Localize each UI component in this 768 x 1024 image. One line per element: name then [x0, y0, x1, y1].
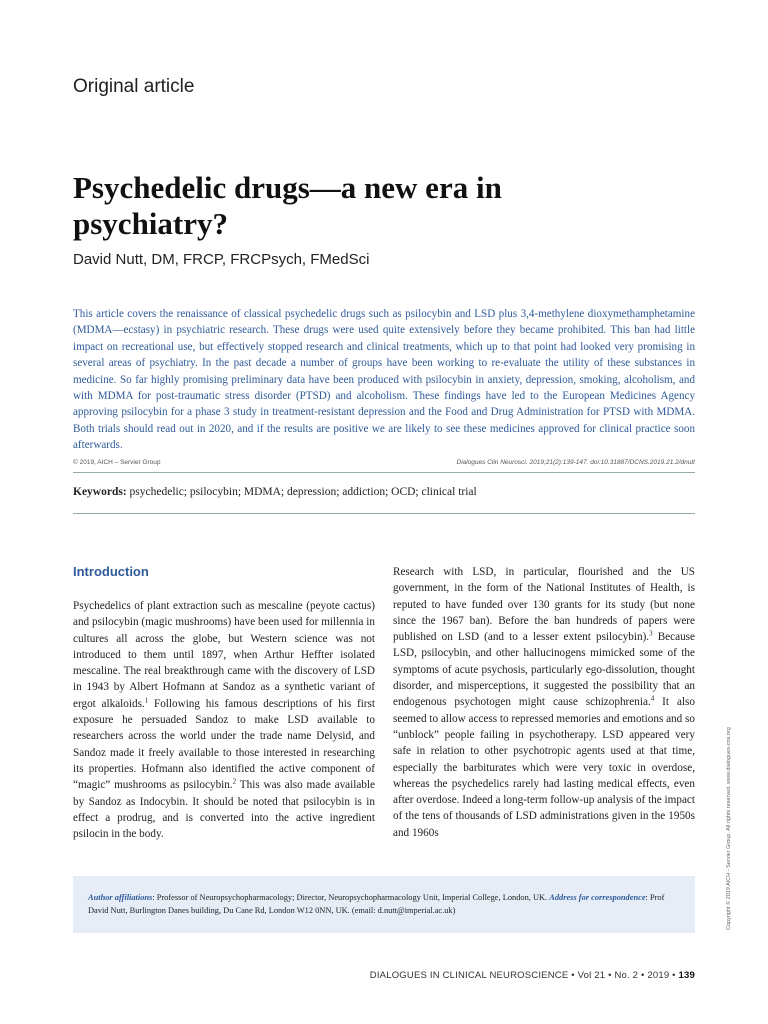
footer-volume: Vol 21 — [577, 970, 606, 981]
page-number: 139 — [678, 970, 695, 981]
divider-top — [73, 472, 695, 473]
intro-left-text-2: Following his famous descriptions of his first exposure he persuaded Sandoz to make LSD available to researchers across the world under the trade name Delysid, and Sandoz made it freely available to those interested in researching its properties. Hofmann also identified the active component of “magic” mushrooms as psilocybin. — [73, 697, 375, 792]
footer-separator: • — [638, 970, 648, 981]
intro-right-text-1: Research with LSD, in particular, flourished and the US government, in the form of the National Institutes of Health, is reputed to have funded over 130 grants for its study (but none since the 1967 ban). Before the ban hundreds of papers were published on LSD (and to a lesser extent psilocybin). — [393, 566, 695, 644]
intro-left-text-3: This was also made available by Sandoz as Indocybin. It should be noted that psilocybin is in effect a prodrug, and is converted into the active ingredient psilocin in the body. — [73, 779, 375, 841]
footer-separator: • — [605, 970, 615, 981]
divider-bottom — [73, 513, 695, 514]
address-text: : Prof David Nutt, Burlington Danes building, Du Cane Rd, London W12 0NN, UK. (email: d.nutt@imperial.ac.uk) — [88, 893, 665, 915]
address-label: Address for correspondence — [549, 893, 646, 902]
reference-2[interactable]: 2 — [232, 777, 237, 786]
author-affiliation-box — [73, 876, 695, 933]
side-copyright-text: Copyright © 2019 AICH - Servier Group. All rights reserved. www.dialogues-cns.org — [726, 727, 732, 930]
affiliation-text: : Professor of Neuropsychopharmacology; Director, Neuropsychopharmacology Unit, Imperial College, London, UK. — [152, 893, 550, 902]
intro-left-text-1: Psychedelics of plant extraction such as mescaline (peyote cactus) and psilocybin (magic mushrooms) have been used for millennia in cultures all across the globe, but Western science was not introduced to them until 1897, when Arthur Heffter isolated mescaline. The real breakthrough came with the discovery of LSD in 1943 by Albert Hofmann at Sandoz as a synthetic variant of ergot alkaloids. — [73, 600, 375, 710]
page-footer — [370, 970, 695, 981]
intro-column-left — [73, 598, 375, 842]
abstract: This article covers the renaissance of classical psychedelic drugs such as psilocybin and LSD plus 3,4-methylene dioxymethamphetamine (MDMA—ecstasy) in psychiatric research. These drugs were used quite extensively before they became prohibited. This ban had little impact on recreational use, but effectively stopped research and clinical treatments, which up to that point had looked very promising in several areas of psychiatry. In the past decade a number of groups have been working to re-evaluate the utility of these substances in medicine. So far highly promising preliminary data have been produced with psilocybin in anxiety, depression, smoking, alcoholism, and with MDMA for post-traumatic stress disorder (PTSD) and alcoholism. These findings have led to the European Medicines Agency approving psilocybin for a phase 3 study in treatment-resistant depression and the Food and Drug Administration for PTSD with MDMA. Both trials should read out in 2020, and if the results are positive we are likely to see these medicines approved for clinical practice soon afterwards. — [73, 308, 695, 452]
keywords-text: psychedelic; psilocybin; MDMA; depression; addiction; OCD; clinical trial — [129, 486, 477, 498]
keywords-label: Keywords: — [73, 486, 127, 498]
footer-journal: DIALOGUES IN CLINICAL NEUROSCIENCE — [369, 970, 569, 981]
side-copyright — [726, 690, 740, 930]
intro-right-text-2: Because LSD, psilocybin, and other hallucinogens mimicked some of the symptoms of acute psychosis, particularly ego-dissolution, thought disorder, and misperceptions, it suggested the possibility that an endogenous psychotogen might cause schizophrenia. — [393, 631, 695, 709]
reference-3[interactable]: 3 — [649, 629, 653, 638]
footer-issue: No. 2 — [614, 970, 639, 981]
footer-year: 2019 — [647, 970, 670, 981]
article-title: Psychedelic drugs—a new era in psychiatry? — [73, 170, 502, 241]
copyright-note: © 2019, AICH – Servier Group — [73, 459, 161, 466]
author-line: David Nutt, DM, FRCP, FRCPsych, FMedSci — [73, 251, 370, 268]
intro-column-right — [393, 564, 695, 841]
keywords — [73, 486, 477, 498]
affiliation-label: Author affiliations — [88, 893, 153, 902]
footer-separator: • — [568, 970, 578, 981]
citation-note: Dialogues Clin Neurosci. 2019;21(2):139-147. doi:10.31887/DCNS.2019.21.2/dnutt — [456, 459, 695, 466]
introduction-heading: Introduction — [73, 564, 149, 579]
footer-separator: • — [669, 970, 679, 981]
intro-right-text-3: It also seemed to allow access to repressed memories and emotions and so “unblock” people failing in psychotherapy. LSD appeared very safe in relation to other psychotropic agents used at that time, especially the barbiturates which were very toxic in overdose, whereas the psychedelics rarely had lasting medical effects, even after overdose. Indeed a long-term follow-up analysis of the impact of the tens of thousands of LSD administrations given in the 1950s and 1960s — [393, 696, 695, 839]
reference-1[interactable]: 1 — [144, 696, 149, 705]
section-label: Original article — [73, 76, 195, 97]
reference-4[interactable]: 4 — [650, 694, 655, 703]
